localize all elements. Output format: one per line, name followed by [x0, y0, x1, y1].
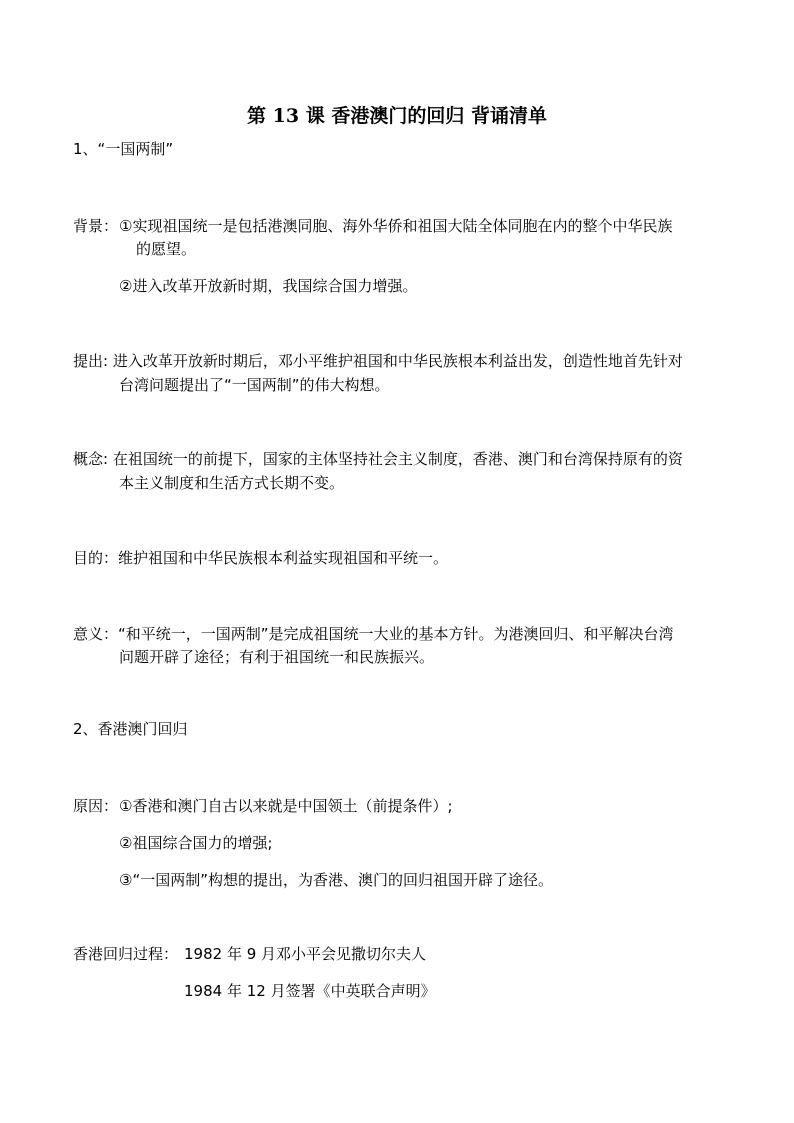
significance-line2: 问题开辟了途径；有利于祖国统一和民族振兴。 — [119, 648, 435, 666]
background-item1-line1: ①实现祖国统一是包括港澳同胞、海外华侨和祖国大陆全体同胞在内的整个中华民族 — [119, 217, 673, 235]
hk-process-item2: 1984 年 12 月签署《中英联合声明》 — [184, 982, 436, 1000]
section1-heading: 1、“一国两制” — [73, 140, 174, 158]
proposal-line1: 提出: 进入改革开放新时期后，邓小平维护祖国和中华民族根本利益出发，创造性地首先针对 — [73, 352, 683, 370]
proposal-line2: 台湾问题提出了“一国两制”的伟大构想。 — [119, 376, 390, 394]
background-label: 背景： — [73, 217, 119, 235]
significance-line1: 意义：“和平统一，一国两制”是完成祖国统一大业的基本方针。为港澳回归、和平解决台湾 — [73, 625, 674, 643]
section2-heading: 2、香港澳门回归 — [73, 720, 188, 738]
reason-item3: ③“一国两制”构想的提出，为香港、澳门的回归祖国开辟了途径。 — [119, 871, 553, 889]
reason-item2: ②祖国综合国力的增强; — [119, 834, 273, 852]
reason-item1: ①香港和澳门自古以来就是中国领土（前提条件）; — [119, 797, 453, 815]
background-item1-line2: 的愿望。 — [136, 240, 197, 258]
concept-line1: 概念: 在祖国统一的前提下，国家的主体坚持社会主义制度，香港、澳门和台湾保持原有的资 — [73, 450, 683, 468]
hk-process-item1: 1982 年 9 月邓小平会见撒切尔夫人 — [184, 945, 427, 963]
purpose-text: 目的：维护祖国和中华民族根本利益实现祖国和平统一。 — [73, 549, 449, 567]
page-title: 第 13 课 香港澳门的回归 背诵清单 — [247, 105, 547, 127]
concept-line2: 本主义制度和生活方式长期不变。 — [119, 474, 345, 492]
background-item2: ②进入改革开放新时期，我国综合国力增强。 — [119, 277, 418, 295]
reason-label: 原因： — [73, 797, 119, 815]
hk-process-label: 香港回归过程： — [73, 945, 179, 963]
